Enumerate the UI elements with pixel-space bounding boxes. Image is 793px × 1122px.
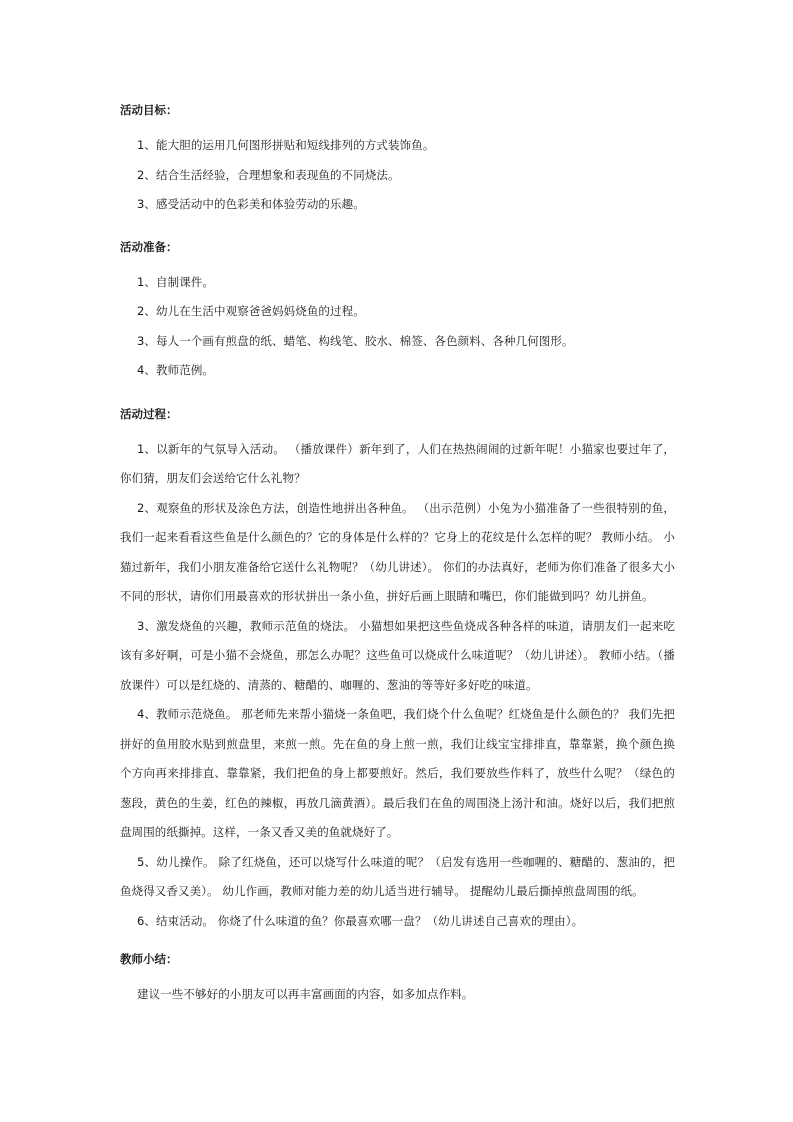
- process-item-4: 4、教师示范烧鱼。 那老师先来帮小猫烧一条鱼吧，我们烧个什么鱼呢？红烧鱼是什么颜色的？ 我们先把拼好的鱼用胶水贴到煎盘里，来煎一煎。先在鱼的身上煎一煎，我们让线宝宝排排直，靠靠紧，换个颜色换个方向再来排排直、靠靠紧，我们把鱼的身上都要煎好。然后，我们要放些作料了，放些什么呢？（绿色的葱段，黄色的生姜，红色的辣椒，再放几滴黄酒）。最后我们在鱼的周围浇上汤汁和油。烧好以后，我们把煎盘周围的纸撕掉。这样，一条又香又美的鱼就烧好了。: [120, 707, 675, 839]
- section-spacer: [120, 936, 675, 950]
- goal-item-1: 1、能大胆的运用几何图形拼贴和短线排列的方式装饰鱼。: [137, 138, 435, 152]
- section-title-process: 活动过程：: [120, 406, 178, 421]
- section-title-summary: 教师小结：: [120, 952, 178, 966]
- section-title-preparation: 活动准备：: [120, 239, 178, 254]
- summary-item-1: 建议一些不够好的小朋友可以再丰富画面的内容，如多加点作料。: [137, 987, 474, 1001]
- process-item-1: 1、以新年的气氛导入活动。 （播放课件）新年到了，人们在热热闹闹的过新年呢！小猫家也要过年了，你们猜，朋友们会送给它什么礼物？: [120, 441, 675, 485]
- section-spacer: [120, 386, 675, 405]
- process-item-5: 5、幼儿操作。 除了红烧鱼，还可以烧写什么味道的呢？（启发有选用一些咖喱的、糖醋的、葱油的，把鱼烧得又香又美）。 幼儿作画，教师对能力差的幼儿适当进行辅导。 提醒幼儿最后撕掉煎盘周围的纸。: [120, 854, 675, 898]
- preparation-item-4: 4、教师范例。: [137, 363, 215, 377]
- process-item-2: 2、观察鱼的形状及涂色方法，创造性地拼出各种鱼。 （出示范例）小兔为小猫准备了一些很特别的鱼，我们一起来看看这些鱼是什么颜色的？它的身体是什么样的？它身上的花纹是什么怎样的呢？ 教师小结。 小猫过新年，我们小朋友准备给它送什么礼物呢？（幼儿讲述）。 你们的办法真好，老师为你们准备了很多大小不同的形状，请你们用最喜欢的形状拼出一条小鱼，拼好后画上眼睛和嘴巴，你们能做到吗？幼儿拼鱼。: [120, 500, 675, 603]
- section-preparation: [120, 238, 675, 386]
- section-spacer: [120, 220, 675, 238]
- document-body: [120, 101, 675, 1010]
- preparation-item-1: 1、自制课件。: [137, 274, 215, 289]
- section-process: [120, 405, 675, 937]
- preparation-item-3: 3、每人一个画有煎盘的纸、蜡笔、构线笔、胶水、棉签、各色颜料、各种几何图形。: [137, 333, 574, 348]
- process-item-3: 3、激发烧鱼的兴趣，教师示范鱼的烧法。 小猫想如果把这些鱼烧成各种各样的味道，请朋友们一起来吃该有多好啊，可是小猫不会烧鱼，那怎么办呢？这些鱼可以烧成什么味道呢？（幼儿讲述）。 教师小结。（播放课件）可以是红烧的、清蒸的、糖醋的、咖喱的、葱油的等等好多好吃的味道。: [120, 618, 675, 692]
- process-item-6: 6、结束活动。 你烧了什么味道的鱼？你最喜欢哪一盘？（幼儿讲述自己喜欢的理由）。: [137, 913, 584, 928]
- goal-item-3: 3、感受活动中的色彩美和体验劳动的乐趣。: [137, 197, 365, 211]
- section-goals: [120, 101, 675, 220]
- section-summary: [120, 950, 675, 1010]
- goal-item-2: 2、结合生活经验，合理想象和表现鱼的不同烧法。: [137, 167, 400, 182]
- section-title-goals: 活动目标：: [120, 103, 178, 117]
- preparation-item-2: 2、幼儿在生活中观察爸爸妈妈烧鱼的过程。: [137, 304, 365, 318]
